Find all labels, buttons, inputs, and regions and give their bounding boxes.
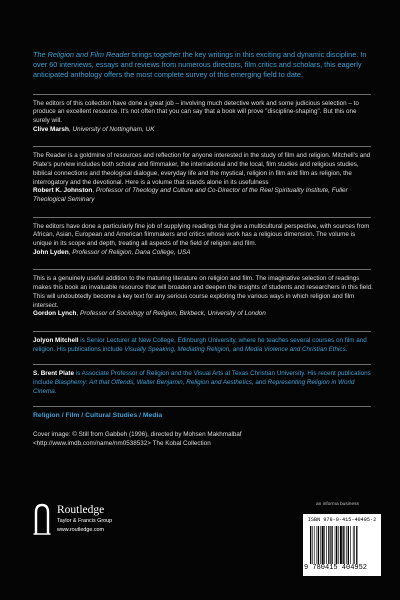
informa-tagline: an informa business (316, 502, 359, 507)
editor-name: S. Brent Plate (33, 370, 74, 378)
bio-text: and (231, 345, 246, 353)
review-quote-2 (33, 152, 375, 204)
barcode-bar (338, 526, 339, 564)
divider (33, 269, 371, 270)
divider (33, 94, 371, 95)
barcode-bar (348, 526, 349, 564)
barcode-bar (328, 526, 329, 564)
reviewer-name: Robert K. Johnston (33, 187, 93, 195)
barcode-bar (343, 526, 344, 564)
barcode-bar (326, 526, 327, 564)
reviewer-affiliation: Professor of Religion, Dana College, USA (72, 248, 191, 256)
reviewer-affiliation: Professor of Theology and Culture and Co-Director of the Reel Spirituality Institute, Fuller Theological Seminary (33, 187, 348, 203)
reviewer-affiliation: Professor of Sociology of Religion, Birkbeck, University of London (80, 310, 266, 318)
reviewer-name: Clive Marsh (33, 125, 69, 133)
divider (33, 146, 371, 147)
divider (33, 331, 371, 332)
review-attribution: John Lyden, Professor of Religion, Dana College, USA (33, 248, 191, 256)
publisher-logo (33, 500, 193, 540)
bio-works: Blasphemy: Art that Offends, Walter Benjamin, Religion and Aesthetics, (54, 379, 254, 387)
editor-bio-1 (33, 337, 375, 354)
cover-image-credit (33, 431, 375, 448)
editor-bio-2 (33, 370, 375, 396)
back-cover-text (33, 50, 375, 449)
bio-text: and (253, 379, 268, 387)
barcode-bars (310, 526, 374, 564)
bio-text: is Senior Lecturer at New College, Edinburgh University, where he teaches several courses on film and religion. His publications include (33, 336, 367, 353)
routledge-logo-icon (33, 502, 51, 536)
bio-text: . (54, 387, 57, 395)
isbn-barcode (303, 514, 381, 576)
barcode-bar (353, 526, 354, 564)
review-quote-4 (33, 275, 375, 319)
barcode-digits: 9 780415 404952 (304, 564, 368, 572)
barcode-bar (330, 526, 331, 564)
barcode-bar (340, 526, 342, 564)
review-quote-1 (33, 100, 375, 135)
barcode-bar (331, 526, 332, 564)
barcode-bar (320, 526, 321, 564)
publisher-group: Taylor & Francis Group (57, 518, 113, 524)
bio-works: Media Violence and Christian Ethics. (245, 345, 348, 353)
barcode-bar (350, 526, 351, 564)
barcode-bar (346, 526, 347, 564)
barcode-bar (310, 526, 311, 564)
review-attribution: Robert K. Johnston, Professor of Theology and Culture and Co-Director of the Reel Spirituality Institute, Fuller Theological Seminary (33, 187, 348, 203)
isbn-label: ISBN 978-0-415-40495-2 (307, 517, 377, 523)
bio-text: is Associate Professor of Religion and the Visual Arts at Texas Christian University. His recent publications include (33, 370, 371, 387)
barcode-bar (354, 526, 355, 564)
reviewer-name: Gordon Lynch (33, 310, 77, 318)
bio-works: Representing Religion in World Cinema (33, 379, 355, 395)
book-description (33, 50, 375, 81)
reviewer-affiliation: University of Nottingham, UK (72, 125, 155, 133)
review-text: The editors of this collection have done a great job – involving much detective work and some judicious selection – to produce an excellent resource. It's not often that you can say that a book will prove "discipline-shaping". But this one surely will. (33, 99, 359, 125)
publisher-url: www.routledge.com (57, 527, 105, 533)
barcode-bar (317, 526, 318, 564)
barcode-bar (314, 526, 315, 564)
barcode-bar (322, 526, 324, 564)
credit-line-1: Cover image: © Still from Gabbeh (1996), directed by Mohsen Makhmalbaf (33, 431, 242, 439)
divider (33, 406, 371, 407)
barcode-bar (312, 526, 313, 564)
barcode-bar (324, 526, 325, 564)
publisher-name: Routledge (57, 504, 105, 516)
credit-line-2: <http://www.imdb.com/name/nm0538532> The Kobal Collection (33, 440, 211, 448)
review-text: This is a genuinely useful addition to the maturing literature on religion and film. The imaginative selection of readings makes this book an invaluable resource that will broaden and deepen the insights of students and researchers in this field. This will undoubtedly become a key text for any serious course exploring the various ways in which religion and film intersect. (33, 275, 373, 309)
review-text: The Reader is a goldmine of resources and reflection for anyone interested in the study of film and religion. Mitchell's and Plate's purview includes both scholar and filmmaker, the international and the local, film studies and religious studies, biblical connections and theological dialogue, everyday life and the mystical, religion in film and film as religion, the interrogatory and the devotional. Here is a volume that stands alone in its usefulness (33, 152, 371, 186)
book-title: The Religion and Film Reader (33, 50, 130, 59)
barcode-bar (336, 526, 337, 564)
barcode-bar (318, 526, 319, 564)
divider (33, 364, 371, 365)
editor-name: Jolyon Mitchell (33, 336, 79, 344)
review-quote-3 (33, 223, 375, 258)
review-attribution: Clive Marsh, University of Nottingham, UK (33, 125, 155, 133)
review-attribution: Gordon Lynch, Professor of Sociology of Religion, Birkbeck, University of London (33, 310, 266, 318)
description-text: brings together the key writings in this exciting and dynamic discipline. In over 60 interviews, essays and reviews from numerous directors, film critics and scholars, this eagerly anticipated anthology offers the most complete survey of this emerging field to date. (33, 50, 367, 80)
divider (33, 217, 371, 218)
reviewer-name: John Lyden (33, 248, 69, 256)
barcode-bar (344, 526, 345, 564)
barcode-bar (356, 526, 357, 564)
subject-categories: Religion / Film / Cultural Studies / Media (33, 412, 163, 420)
bio-works: Visually Speaking, Mediating Religion, (124, 345, 232, 353)
barcode-bar (335, 526, 336, 564)
review-text: The editors have done a particularly fine job of supplying readings that give a multicultural perspective, with sources from African, Asian, European and American filmmakers and critics whose work has a religious dimension. The volume is unique in its scope and depth, treating all aspects of the field of religion and film. (33, 222, 370, 248)
